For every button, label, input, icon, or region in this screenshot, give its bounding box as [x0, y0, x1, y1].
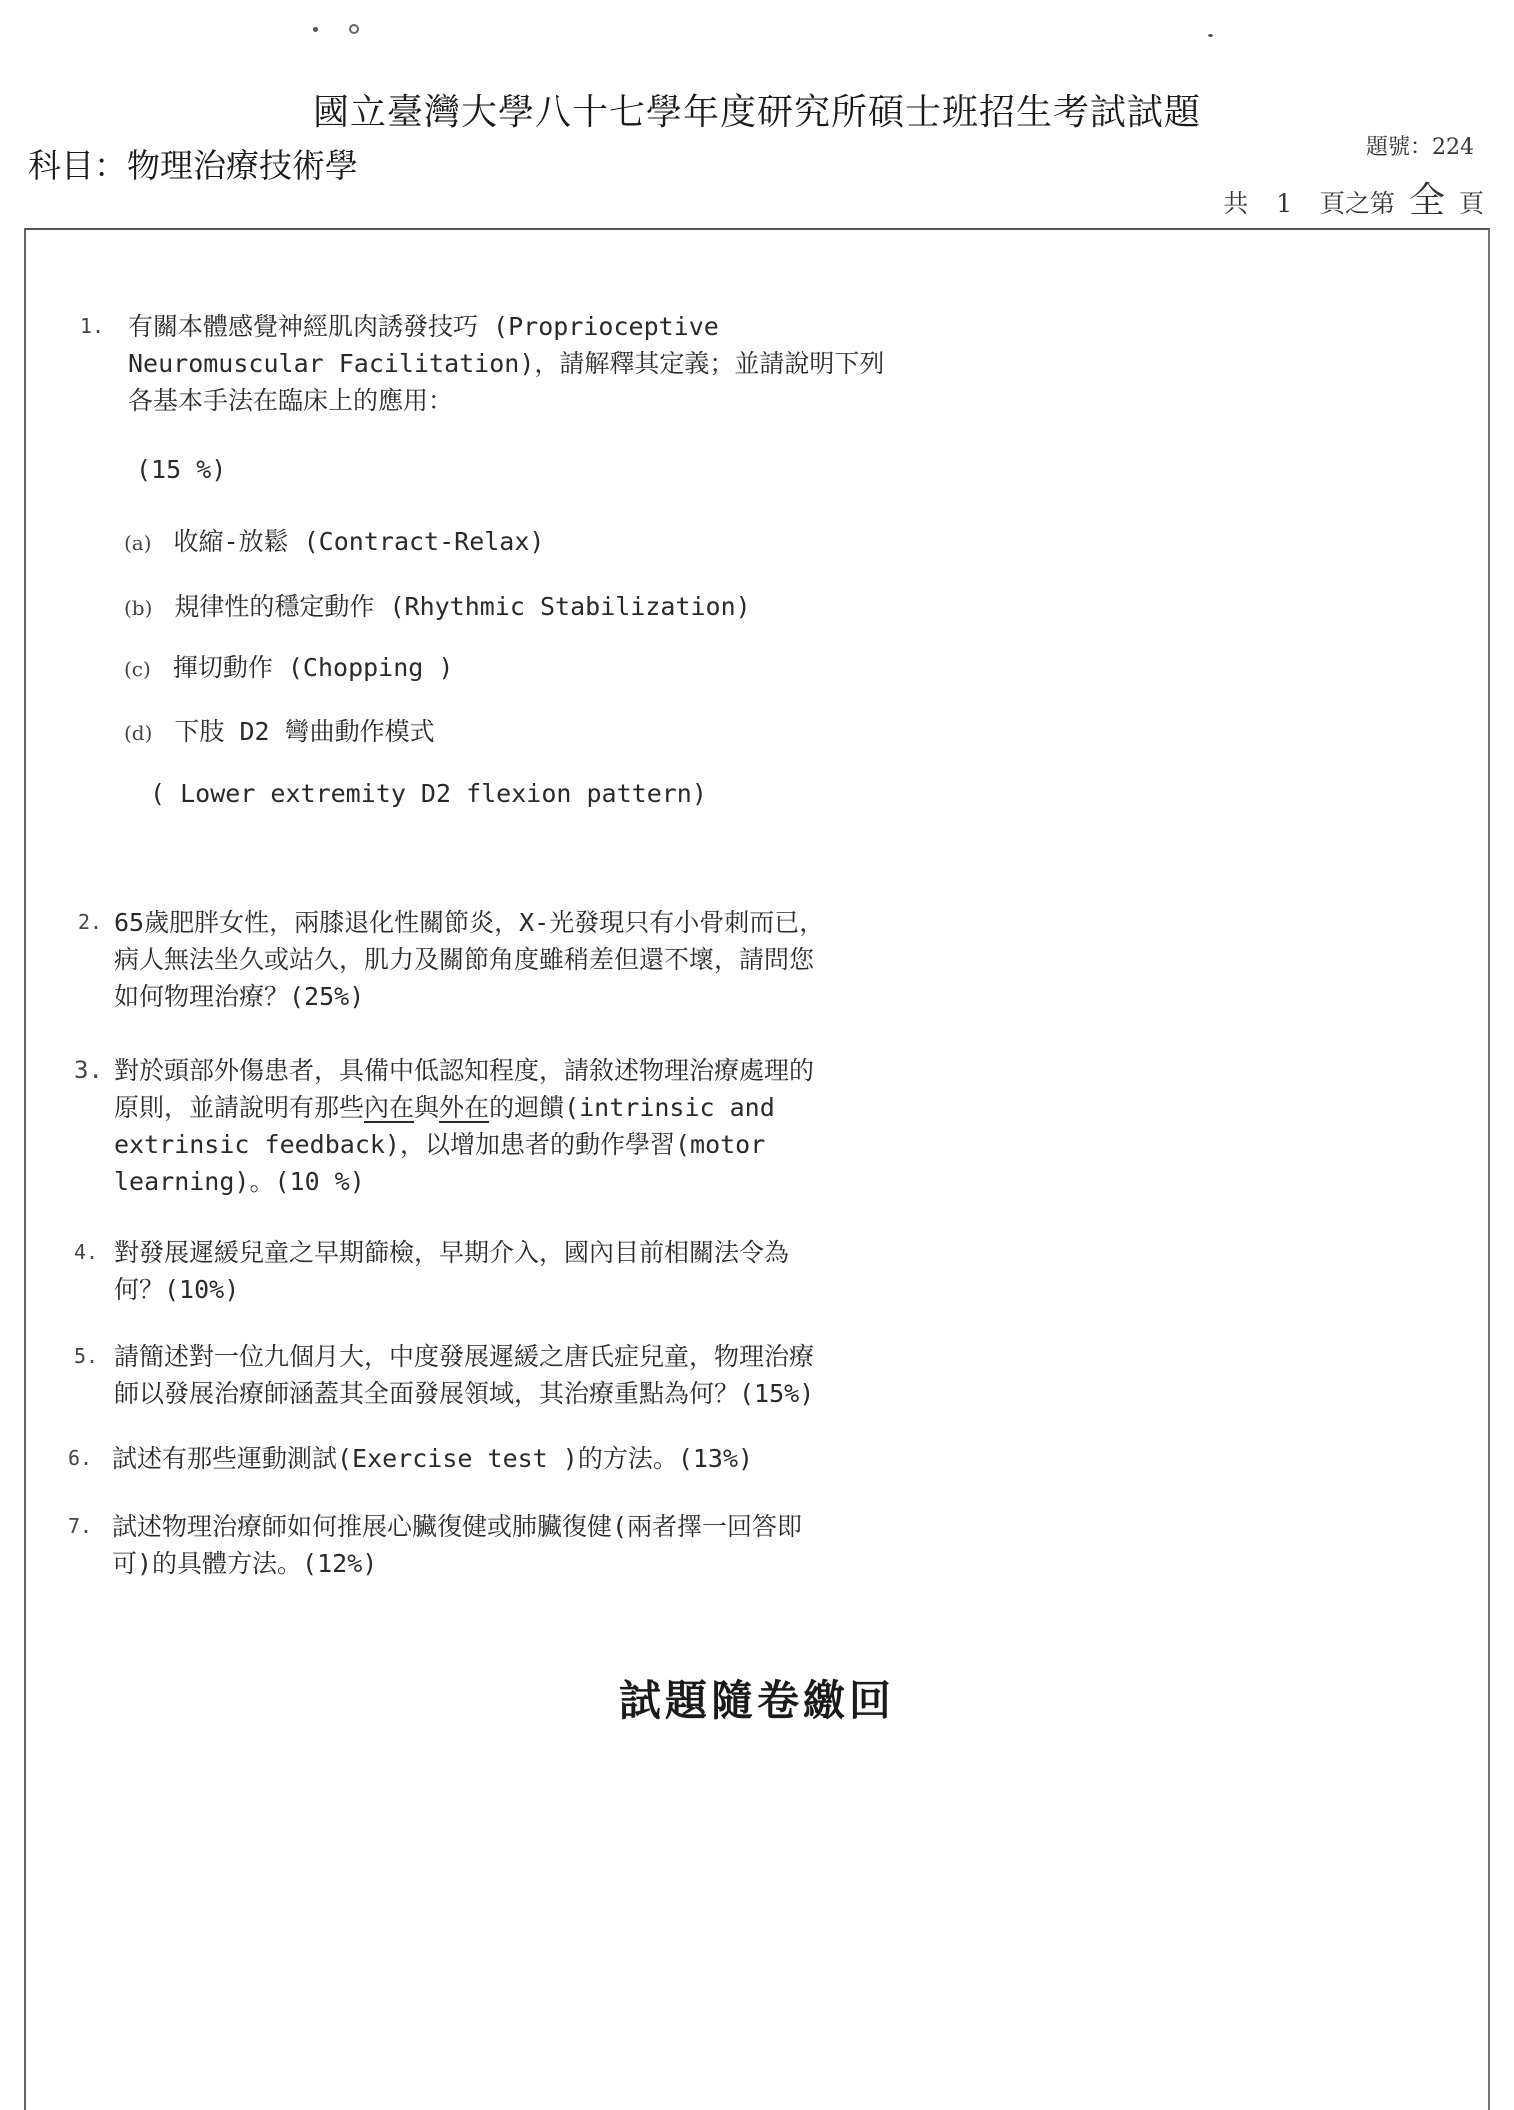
- question-2: [78, 904, 825, 1015]
- question-line: 如何物理治療？(25%): [114, 982, 365, 1011]
- subitem-a: (a) 收縮-放鬆 (Contract-Relax): [124, 527, 545, 556]
- page-info: 共 1 頁之第 全 頁: [1223, 180, 1484, 221]
- question-line: 有關本體感覺神經肌肉誘發技巧 (Proprioceptive: [128, 312, 719, 341]
- question-line: 請簡述對一位九個月大，中度發展遲緩之唐氏症兒童，物理治療: [114, 1342, 815, 1371]
- return-notice: 試題隨卷繳回: [618, 1676, 895, 1725]
- question-line: 對於頭部外傷患者，具備中低認知程度，請敘述物理治療處理的: [114, 1056, 815, 1085]
- question-line: learning)。(10 %): [114, 1167, 365, 1196]
- question-number: 6.: [68, 1446, 93, 1470]
- question-line: 試述有那些運動測試(Exercise test )的方法。(13%): [112, 1444, 754, 1473]
- question-number: 7.: [68, 1514, 93, 1538]
- question-line: 可)的具體方法。(12%): [112, 1549, 378, 1578]
- question-number: 5.: [74, 1344, 99, 1368]
- exam-title: 國立臺灣大學八十七學年度研究所碩士班招生考試試題: [312, 92, 1201, 133]
- scan-speck: [313, 27, 318, 32]
- subitem-c: (c) 揮切動作 (Chopping ): [124, 653, 454, 682]
- question-7: [68, 1508, 803, 1582]
- question-1: [80, 308, 885, 419]
- question-4: [74, 1234, 790, 1308]
- question-line: 病人無法坐久或站久，肌力及關節角度雖稍差但還不壞，請問您: [114, 945, 815, 974]
- subitem-b: (b) 規律性的穩定動作 (Rhythmic Stabilization): [124, 592, 751, 621]
- question-line: Neuromuscular Facilitation)，請解釋其定義；並請說明下列: [128, 349, 885, 378]
- scan-speck: [1208, 34, 1213, 37]
- question-number: 3.: [74, 1056, 103, 1084]
- question-6: [68, 1440, 754, 1477]
- question-line: 試述物理治療師如何推展心臟復健或肺臟復健(兩者擇一回答即: [112, 1512, 803, 1541]
- question-line: 師以發展治療師涵蓋其全面發展領域，其治療重點為何？(15%): [114, 1379, 815, 1408]
- paper-number: 題號：224: [1366, 135, 1474, 160]
- question-1-score: (15 %): [136, 455, 227, 484]
- question-number: 1.: [80, 314, 105, 338]
- question-3: [74, 1052, 815, 1200]
- question-5: [74, 1338, 815, 1412]
- question-line: extrinsic feedback)，以增加患者的動作學習(motor: [114, 1130, 766, 1159]
- subject-label: 科目：物理治療技術學: [28, 146, 358, 185]
- scan-speck: [349, 24, 359, 34]
- question-line: 各基本手法在臨床上的應用：: [128, 386, 454, 415]
- question-line: 對發展遲緩兒童之早期篩檢，早期介入，國內目前相關法令為: [114, 1238, 790, 1267]
- question-number: 4.: [74, 1240, 99, 1264]
- question-number: 2.: [78, 910, 103, 934]
- subitem-d: (d) 下肢 D2 彎曲動作模式: [124, 717, 435, 746]
- question-line: 何？(10%): [114, 1275, 240, 1304]
- question-line: 65歲肥胖女性，兩膝退化性關節炎，X-光發現只有小骨刺而已，: [114, 908, 825, 937]
- question-line: 原則，並請說明有那些內在與外在的迴饋(intrinsic and: [114, 1093, 775, 1122]
- subitem-d-continuation: ( Lower extremity D2 flexion pattern): [150, 779, 707, 808]
